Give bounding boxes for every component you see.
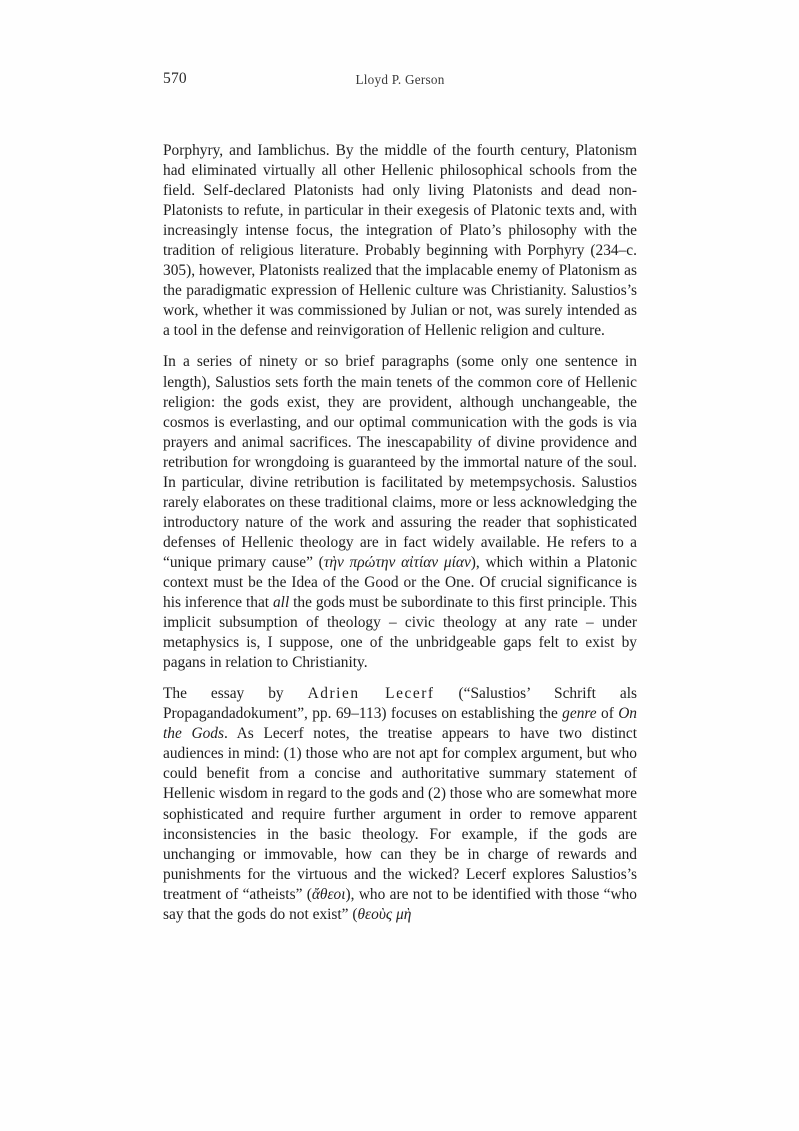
italic-text: genre (562, 705, 597, 723)
para-3: The essay by Adrien Lecerf (“Salustios’ Schrift als Propagandadokument”, pp. 69–113) focuses on establishing the genre of On the Gods. As Lecerf notes, the treatise appears to have two distinct audiences in mind: (1) those who are not apt for complex argument, but who could benefit from a concise and authoritative summary statement of Hellenic wisdom in regard to the gods and (2) those who are somewhat more sophisticated and require further argument in order to remove apparent inconsistencies in the basic theology. For example, if the gods are unchanging or immovable, how can they be in charge of rewards and punishments for the virtuous and the wicked? Lecerf explores Salustios’s treatment of “atheists” (ἄθεοι), who are not to be identified with those “who say that the gods do not exist” (θεοὺς μὴ (163, 685, 637, 923)
italic-text: all (272, 594, 290, 612)
running-head (163, 70, 637, 90)
para-2: In a series of ninety or so brief paragraphs (some only one sentence in length), Salustios sets forth the main tenets of the common core of Hellenic religion: the gods exist, they are provident, although unchangeable, the cosmos is everlasting, and our optimal communication with the gods is via prayers and animal sacrifices. The inescapability of divine providence and retribution for wrongdoing is guaranteed by the immortal nature of the soul. In particular, divine retribution is facilitated by metempsychosis. Salustios rarely elaborates on these traditional claims, more or less acknowledging the introductory nature of the work and assuring the reader that sophisticated defenses of Hellenic theology are in fact widely available. He refers to a “unique primary cause” (τὴν πρώτην αἰτίαν μίαν), which within a Platonic context must be the Idea of the Good or the One. Of crucial significance is his inference that all the gods must be subordinate to this first principle. This implicit subsumption of theology – civic theology at any rate – under metaphysics is, I suppose, one of the unbridgeable gaps felt to exist by pagans in relation to Christianity. (163, 353, 637, 672)
greek-text: τὴν πρώτην αἰτίαν μίαν (323, 553, 471, 571)
letter-spaced-name: Adrien Lecerf (307, 685, 435, 703)
page-number: 570 (163, 70, 187, 87)
greek-text: ἄθεοι (311, 885, 346, 903)
para-1: Porphyry, and Iamblichus. By the middle of the fourth century, Platonism had eliminated virtually all other Hellenic philosophical schools from the field. Self-declared Platonists had only living Platonists and dead non-Platonists to refute, in particular in their exegesis of Platonic texts and, with increasingly intense focus, the integration of Plato’s philosophy with the tradition of religious literature. Probably beginning with Porphyry (234–c. 305), however, Platonists realized that the implacable enemy of Platonism as the paradigmatic expression of Hellenic culture was Christianity. Salustios’s work, whether it was commissioned by Julian or not, was surely intended as a tool in the defense and reinvigoration of Hellenic religion and culture. (163, 142, 637, 340)
body-text-block (163, 141, 637, 925)
italic-text: On the Gods (163, 705, 637, 743)
running-head-title: Lloyd P. Gerson (355, 72, 445, 87)
greek-text: θεοὺς μὴ (357, 905, 412, 923)
